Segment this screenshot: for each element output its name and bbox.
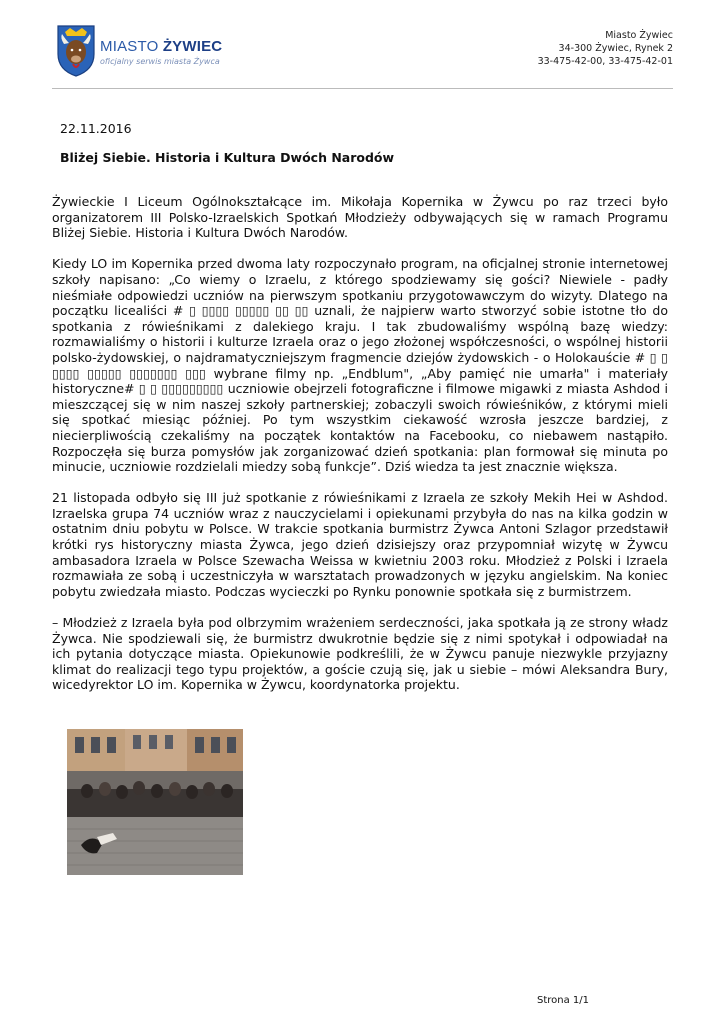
contact-line: Miasto Żywiec <box>605 30 673 41</box>
brand-title-bold: ŻYWIEC <box>162 38 223 55</box>
article-paragraph: Kiedy LO im Kopernika przed dwoma laty rozpoczynało program, na oficjalnej stronie internetowej szkoły napisano: „Co wiemy o Izraelu, z którego spodziewamy się gości? Niewiele - padły nieśmiałe odpowiedzi uczniów na pierwszym spotkaniu przygotowawczym do wizyty. Dlatego na początku licealiści # ▯ ▯▯▯▯ ▯▯▯▯▯ ▯▯ ▯▯ uznali, że najpierw warto stworzyć sobie istotne tło do spotkania z rówieśnikami z dalekiego kraju. I tak zbudowaliśmy wspólną bazę wiedzy: rozmawialiśmy o historii i kulturze Izraela oraz o jego złożonej współczesności, o wspólnej historii polsko-żydowskiej, o najdramatyczniejszym fragmencie dziejów żydowskich - o Holokauście # ▯ ▯ ▯▯▯▯ ▯▯▯▯▯ ▯▯▯▯▯▯▯ ▯▯▯ wybrane filmy np. „Endblum", „Aby pamięć nie umarła" i materiały historyczne# ▯ ▯ ▯▯▯▯▯▯▯▯▯ uczniowie obejrzeli fotograficzne i filmowe migawki z miasta Ashdod i mieszczącej się w nim naszej szkoły partnerskiej; zobaczyli swoich rówieśników, z którymi mieli się spotkać miesiąc później. Po tym wszystkim ciekawość wzrosła jeszcze bardziej, z niecierpliwością czekaliśmy na początek kontaktów na Facebooku, co niebawem nastąpiło. Rozpoczęła się burza pomysłów jak zorganizować dzień spotkania: plan formował się minuta po minucie, uczniowie rozdzielali miedzy sobą funkcje”. Dziś wiedza ta jest znacznie większa. <box>52 256 668 475</box>
coat-of-arms-icon <box>56 24 96 78</box>
brand-title <box>100 38 222 55</box>
group-photo <box>67 729 243 875</box>
article-paragraph: Żywieckie I Liceum Ogólnokształcące im. Mikołaja Kopernika w Żywcu po raz trzeci było organizatorem III Polsko-Izraelskich Spotkań Młodzieży odbywających się w ramach Programu Bliżej Siebie. Historia i Kultura Dwóch Narodów. <box>52 194 668 241</box>
page-number: Strona 1/1 <box>537 995 590 1006</box>
article-title: Bliżej Siebie. Historia i Kultura Dwóch Narodów <box>60 150 395 165</box>
article-date: 22.11.2016 <box>60 121 132 136</box>
contact-info <box>538 29 673 68</box>
brand-subtitle: oficjalny serwis miasta Żywca <box>100 57 220 66</box>
site-logo[interactable] <box>56 24 222 78</box>
brand-text <box>100 38 222 66</box>
contact-line: 33-475-42-00, 33-475-42-01 <box>537 56 673 67</box>
group-photo-image <box>67 729 243 875</box>
page-header <box>0 0 725 90</box>
contact-line: 34-300 Żywiec, Rynek 2 <box>558 43 673 54</box>
article-paragraph: 21 listopada odbyło się III już spotkanie z rówieśnikami z Izraela ze szkoły Mekih Hei w Ashdod. Izraelska grupa 74 uczniów wraz z nauczycielami i opiekunami przybyła do nas na kilka godzin w ostatnim dniu pobytu w Polsce. W trakcie spotkania burmistrz Żywca Antoni Szlagor przedstawił krótki rys historyczny miasta Żywca, jego dzień dzisiejszy oraz przypomniał wizytę w Żywcu ambasadora Izraela w Polsce Szewacha Weissa w kwietniu 2003 roku. Młodzież z Polski i Izraela rozmawiała ze sobą i uczestniczyła w warsztatach prowadzonych w języku angielskim. Na koniec pobytu zwiedzała miasto. Podczas wycieczki po Rynku ponownie spotkała się z burmistrzem. <box>52 490 668 599</box>
article-body <box>52 194 668 709</box>
article-paragraph: – Młodzież z Izraela była pod olbrzymim wrażeniem serdeczności, jaka spotkała ją ze strony władz Żywca. Nie spodziewali się, że burmistrz dwukrotnie będzie się z nimi spotykał i odpowiadał na ich pytania dotyczące miasta. Opiekunowie podkreślili, że w Żywcu panuje niezwykle przyjazny klimat do realizacji tego typu projektów, a goście czują się, jak u siebie – mówi Aleksandra Bury, wicedyrektor LO im. Kopernika w Żywcu, koordynatorka projektu. <box>52 615 668 693</box>
brand-title-main: MIASTO <box>100 38 163 55</box>
header-divider <box>52 88 673 89</box>
